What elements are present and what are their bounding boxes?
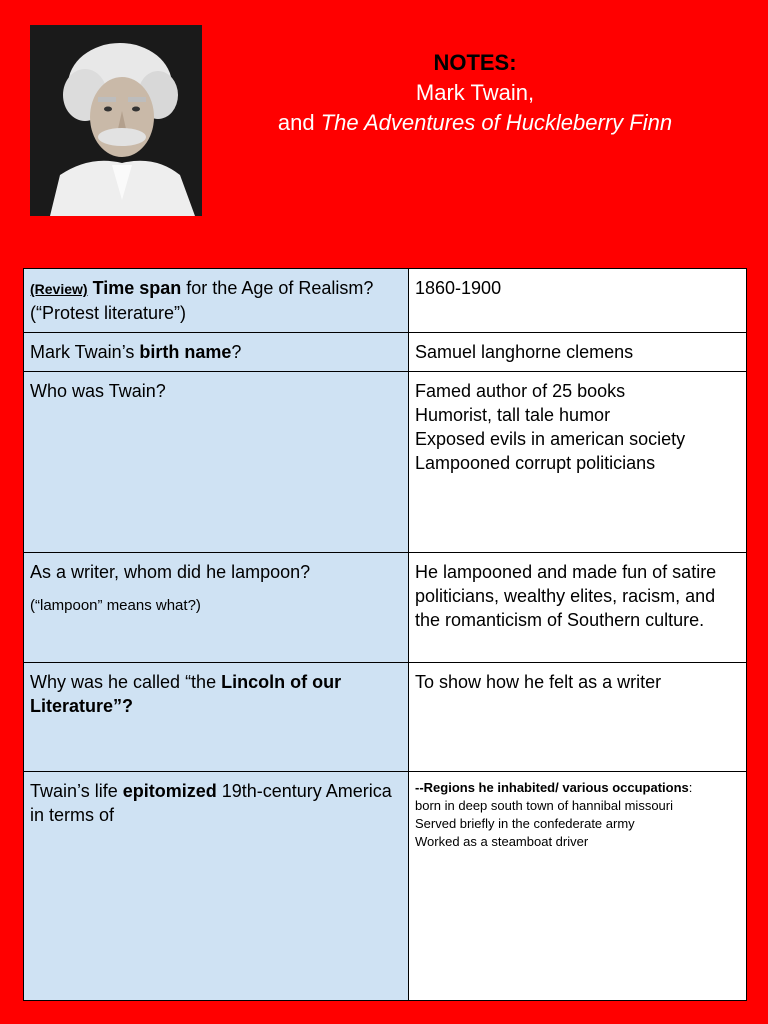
answer-line: Lampooned corrupt politicians bbox=[415, 453, 656, 473]
table-row bbox=[24, 553, 747, 663]
answer-line: Served briefly in the confederate army bbox=[415, 816, 635, 831]
answer-cell bbox=[409, 269, 747, 333]
answer-heading-suffix: : bbox=[688, 780, 693, 795]
title-block bbox=[230, 48, 720, 138]
answer-line: Humorist, tall tale humor bbox=[415, 405, 611, 425]
table-row bbox=[24, 333, 747, 372]
question-text: As a writer, whom did he lampoon? bbox=[30, 562, 311, 582]
title-line-mark-twain: Mark Twain, bbox=[415, 80, 535, 105]
question-text: for the Age of Realism? (“Protest literature”) bbox=[30, 278, 374, 323]
question-cell bbox=[24, 772, 409, 1001]
question-text: 19th-century America in terms of bbox=[30, 781, 392, 825]
answer-text: He lampooned and made fun of satire politicians, wealthy elites, racism, and the romanticism of Southern culture. bbox=[415, 562, 717, 630]
answer-text: 1860-1900 bbox=[415, 278, 502, 298]
question-cell bbox=[24, 372, 409, 553]
question-cell bbox=[24, 663, 409, 772]
answer-line: born in deep south town of hannibal missouri bbox=[415, 798, 673, 813]
answer-cell bbox=[409, 553, 747, 663]
question-bold: Lincoln of our Literature”? bbox=[30, 672, 342, 716]
question-cell bbox=[24, 269, 409, 333]
question-text: Why was he called “the bbox=[30, 672, 222, 692]
title-line-book bbox=[230, 108, 720, 138]
answer-line: Worked as a steamboat driver bbox=[415, 834, 589, 849]
question-cell bbox=[24, 553, 409, 663]
answer-line: Famed author of 25 books bbox=[415, 381, 626, 401]
mark-twain-portrait bbox=[30, 25, 202, 216]
notes-heading: NOTES: bbox=[433, 50, 517, 75]
table-row bbox=[24, 269, 747, 333]
question-cell bbox=[24, 333, 409, 372]
question-text: Who was Twain? bbox=[30, 381, 166, 401]
table-row bbox=[24, 372, 747, 553]
answer-heading: --Regions he inhabited/ various occupations bbox=[415, 780, 689, 795]
question-bold: Time span bbox=[92, 278, 182, 298]
notes-table bbox=[23, 268, 747, 1001]
question-bold: epitomized bbox=[122, 781, 217, 801]
question-text: ? bbox=[231, 342, 242, 362]
answer-line: Exposed evils in american society bbox=[415, 429, 686, 449]
answer-text: To show how he felt as a writer bbox=[415, 672, 662, 692]
answer-cell bbox=[409, 333, 747, 372]
title-prefix: and bbox=[277, 110, 321, 135]
answer-cell bbox=[409, 663, 747, 772]
answer-cell bbox=[409, 772, 747, 1001]
question-note: (“lampoon” means what?) bbox=[30, 597, 201, 614]
question-text: Mark Twain’s bbox=[30, 342, 140, 362]
table-row bbox=[24, 663, 747, 772]
answer-text: Samuel langhorne clemens bbox=[415, 342, 634, 362]
question-bold: birth name bbox=[139, 342, 232, 362]
answer-cell bbox=[409, 372, 747, 553]
review-label: (Review) bbox=[30, 281, 88, 297]
question-text: Twain’s life bbox=[30, 781, 123, 801]
answer-heading-line bbox=[415, 779, 740, 797]
book-title: The Adventures of Huckleberry Finn bbox=[320, 110, 673, 135]
table-row bbox=[24, 772, 747, 1001]
